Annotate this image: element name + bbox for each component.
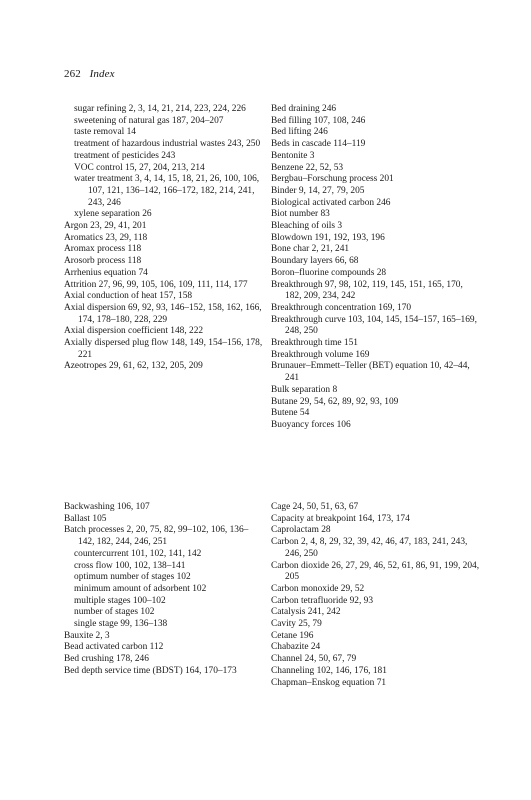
index-entry: Breakthrough time 151 — [271, 338, 358, 349]
index-entry: Breakthrough curve 103, 104, 145, 154–157, 165–169, 248, 250 — [271, 314, 477, 337]
index-subentry: treatment of hazardous industrial wastes 243, 250 — [74, 139, 261, 150]
index-subentry: sugar refining 2, 3, 14, 21, 214, 223, 224, 226 — [74, 104, 246, 114]
index-entry: Bentonite 3 — [271, 150, 315, 161]
index-entry: Carbon dioxide 26, 27, 29, 46, 52, 61, 86, 91, 199, 204, 205 — [271, 560, 480, 583]
index-entry: Beds in cascade 114–119 — [271, 139, 366, 150]
index-entry: Ballast 105 — [64, 513, 107, 524]
index-entry: Bead activated carbon 112 — [64, 642, 164, 653]
index-subentry: cross flow 100, 102, 138–141 — [74, 560, 186, 571]
index-column-top-right — [271, 104, 481, 432]
index-entry: Axial dispersion 69, 92, 93, 146–152, 158, 162, 166, 174, 178–180, 228, 229 — [64, 302, 262, 325]
index-entry: Capacity at breakpoint 164, 173, 174 — [271, 513, 410, 524]
index-subentry: optimum number of stages 102 — [74, 572, 191, 583]
index-entry: Bulk separation 8 — [271, 384, 338, 395]
index-entry: Bed filling 107, 108, 246 — [271, 115, 366, 126]
index-entry: Bleaching of oils 3 — [271, 221, 343, 232]
index-entry: Cage 24, 50, 51, 63, 67 — [271, 502, 359, 512]
index-subentry: number of stages 102 — [74, 607, 155, 618]
index-entry: Argon 23, 29, 41, 201 — [64, 221, 147, 232]
index-entry: Biological activated carbon 246 — [271, 197, 391, 208]
section-title: Index — [89, 68, 115, 80]
index-entry: Bed draining 246 — [271, 104, 337, 114]
index-entry: Backwashing 106, 107 — [64, 502, 150, 512]
index-subentry: minimum amount of adsorbent 102 — [74, 583, 207, 594]
index-subentry: sweetening of natural gas 187, 204–207 — [74, 115, 224, 126]
index-entry: Bone char 2, 21, 241 — [271, 244, 350, 255]
index-column-bottom-left — [64, 502, 264, 678]
index-entry: Buoyancy forces 106 — [271, 419, 351, 430]
index-entry: Breakthrough volume 169 — [271, 349, 370, 360]
index-entry: Channel 24, 50, 67, 79 — [271, 654, 357, 665]
index-subentry: countercurrent 101, 102, 141, 142 — [74, 548, 202, 559]
index-entry: Arrhenius equation 74 — [64, 267, 148, 278]
index-subentry: water treatment 3, 4, 14, 15, 18, 21, 26, 100, 106, 107, 121, 136–142, 166–172, 182, 214, 241, 243, 246 — [74, 174, 260, 208]
index-entry: Carbon monoxide 29, 52 — [271, 583, 365, 594]
index-column-bottom-right — [271, 502, 481, 689]
index-entry: Brunauer–Emmett–Teller (BET) equation 10, 42–44, 241 — [271, 361, 470, 384]
index-entry: Boundary layers 66, 68 — [271, 256, 359, 267]
index-entry: Aromax process 118 — [64, 244, 142, 255]
index-entry: Carbon tetrafluoride 92, 93 — [271, 595, 374, 606]
index-subentry: multiple stages 100–102 — [74, 595, 166, 606]
index-entry: Chabazite 24 — [271, 642, 321, 653]
index-entry: Binder 9, 14, 27, 79, 205 — [271, 185, 365, 196]
index-entry: Catalysis 241, 242 — [271, 607, 341, 618]
index-entry: Axially dispersed plug flow 148, 149, 154–156, 178, 221 — [64, 338, 263, 360]
index-entry: Blowdown 191, 192, 193, 196 — [271, 232, 385, 243]
index-entry: Batch processes 2, 20, 75, 82, 99–102, 106, 136–142, 182, 244, 246, 251 — [64, 525, 249, 548]
index-entry: Axial dispersion coefficient 148, 222 — [64, 326, 204, 337]
index-subentry: xylene separation 26 — [74, 209, 152, 220]
index-entry: Bed depth service time (BDST) 164, 170–173 — [64, 665, 237, 676]
index-entry: Biot number 83 — [271, 209, 330, 220]
index-column-top-left — [64, 104, 264, 373]
index-entry: Breakthrough 97, 98, 102, 119, 145, 151, 165, 170, 182, 209, 234, 242 — [271, 279, 463, 302]
index-entry: Arosorb process 118 — [64, 256, 142, 267]
index-entry: Cavity 25, 79 — [271, 619, 322, 630]
index-entry: Bed crushing 178, 246 — [64, 654, 149, 665]
index-entry: Butane 29, 54, 62, 89, 92, 93, 109 — [271, 396, 399, 407]
index-entry: Azeotropes 29, 61, 62, 132, 205, 209 — [64, 361, 203, 372]
index-entry: Boron–fluorine compounds 28 — [271, 267, 387, 278]
index-entry: Bergbau–Forschung process 201 — [271, 174, 394, 185]
index-subentry: treatment of pesticides 243 — [74, 150, 176, 161]
index-entry: Butene 54 — [271, 408, 310, 419]
index-entry: Breakthrough concentration 169, 170 — [271, 302, 412, 313]
running-head — [64, 68, 115, 80]
index-entry: Channeling 102, 146, 176, 181 — [271, 665, 387, 676]
index-entry: Carbon 2, 4, 8, 29, 32, 39, 42, 46, 47, 183, 241, 243, 246, 250 — [271, 537, 468, 559]
index-entry: Chapman–Enskog equation 71 — [271, 677, 387, 688]
index-entry: Bauxite 2, 3 — [64, 630, 110, 641]
index-entry: Caprolactam 28 — [271, 525, 331, 536]
index-entry: Bed lifting 246 — [271, 127, 328, 138]
index-entry: Benzene 22, 52, 53 — [271, 162, 344, 173]
index-entry: Axial conduction of heat 157, 158 — [64, 291, 193, 302]
index-entry: Attrition 27, 96, 99, 105, 106, 109, 111, 114, 177 — [64, 279, 248, 290]
index-subentry: VOC control 15, 27, 204, 213, 214 — [74, 162, 205, 173]
index-entry: Cetane 196 — [271, 630, 314, 641]
index-entry: Aromatics 23, 29, 118 — [64, 232, 148, 243]
index-subentry: taste removal 14 — [74, 127, 136, 138]
page-number: 262 — [64, 68, 81, 80]
index-subentry: single stage 99, 136–138 — [74, 619, 168, 630]
